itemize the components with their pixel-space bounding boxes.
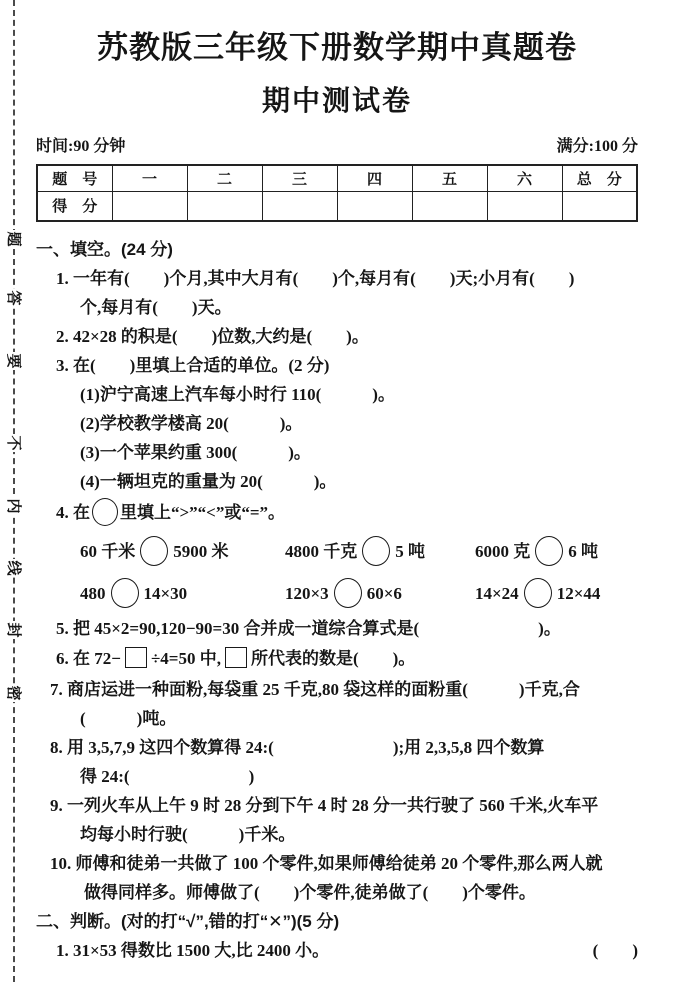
paper-content [36,0,638,965]
question-6-part-1: 6. 在 72− [56,649,121,668]
paper-subtitle: 期中测试卷 [261,86,412,117]
seal-text-char: 内 [5,498,21,514]
question-2: 2. 42×28 的积是( )位数,大约是( )。 [56,327,369,346]
seal-text-char: 要 [5,353,21,369]
score-cell-empty [487,191,562,221]
score-table-header-cell: 三 [262,165,337,191]
score-table-header-cell: 题 号 [37,165,112,191]
score-cell-empty [337,191,412,221]
seal-text-char: 题 [5,231,21,247]
full-score-label: 满分:100 分 [556,138,638,155]
question-3-sub-2: (2)学校教学楼高 20( )。 [80,414,303,433]
compare-circle-blank [535,536,563,566]
score-cell-empty [412,191,487,221]
compare-right: 5 吨 [395,541,425,561]
judge-question-1 [36,936,638,965]
questions-area [36,235,638,965]
section2-heading: 二、判断。(对的打“√”,错的打“✕”)(5 分) [36,912,340,931]
question-6-part-3: 所代表的数是( )。 [250,649,416,668]
score-cell-empty [262,191,337,221]
question-4-intro-pre: 4. 在 [56,503,90,522]
question-6-part-2: ÷4=50 中, [150,649,221,668]
compare-item [475,578,600,608]
score-table-header-cell: 四 [337,165,412,191]
question-4-row-1 [36,530,638,572]
compare-item [475,536,598,566]
compare-circle-blank [140,536,168,566]
question-1-line-2: 个,每月有( )天。 [80,298,232,317]
compare-left: 14×24 [475,583,519,603]
square-blank [125,647,147,668]
score-table-header-cell: 总 分 [562,165,637,191]
paper-title: 苏教版三年级下册数学期中真题卷 [97,30,577,65]
score-row-label: 得 分 [37,191,112,221]
compare-right: 6 吨 [568,541,598,561]
seal-text-char: 密 [5,685,21,701]
question-4-intro-post: 里填上“>”“<”或“=”。 [120,503,286,522]
compare-left: 120×3 [285,583,329,603]
compare-circle-blank [362,536,390,566]
question-3-sub-4: (4)一辆坦克的重量为 20( )。 [80,472,337,491]
score-table-score-row [37,191,637,221]
score-table-header-cell: 二 [187,165,262,191]
compare-item [80,578,285,608]
compare-right: 60×6 [366,583,402,603]
question-3-sub-3: (3)一个苹果约重 300( )。 [80,443,311,462]
question-7-line-2: ( )吨。 [80,709,177,728]
judge-question-1-blank: ( ) [592,941,638,960]
seal-text-char: 答 [5,290,21,306]
seal-text-char: 线 [5,560,21,576]
compare-right: 12×44 [556,583,601,603]
score-cell-empty [562,191,637,221]
question-9-line-1: 9. 一列火车从上午 9 时 28 分到下午 4 时 28 分一共行驶了 560 千米,火车平 [50,796,599,815]
question-9-line-2: 均每小时行驶( )千米。 [80,825,296,844]
score-table-header-row [37,165,637,191]
question-5: 5. 把 45×2=90,120−90=30 合并成一道综合算式是( )。 [56,619,561,638]
question-3-sub-1: (1)沪宁高速上汽车每小时行 110( )。 [80,385,395,404]
compare-item [285,578,475,608]
score-table-header-cell: 五 [412,165,487,191]
score-table-header-cell: 六 [487,165,562,191]
square-blank [225,647,247,668]
judge-question-1-text: 1. 31×53 得数比 1500 大,比 2400 小。 [56,941,330,960]
question-10-line-1: 10. 师傅和徒弟一共做了 100 个零件,如果师傅给徒弟 20 个零件,那么两人就 [50,854,603,873]
question-8-line-1: 8. 用 3,5,7,9 这四个数算得 24:( );用 2,3,5,8 四个数算 [50,738,545,757]
score-table-header-cell: 一 [112,165,187,191]
question-3: 3. 在( )里填上合适的单位。(2 分) [56,356,330,375]
compare-circle-blank [524,578,552,608]
compare-left: 4800 千克 [285,541,358,561]
compare-left: 60 千米 [80,541,136,561]
compare-left: 480 [80,583,106,603]
compare-left: 6000 克 [475,541,531,561]
question-6 [36,643,638,675]
question-8-line-2: 得 24:( ) [80,767,255,786]
exam-info-row [36,133,638,156]
seal-text-char: 封 [5,622,21,638]
score-cell-empty [187,191,262,221]
compare-right: 14×30 [143,583,188,603]
question-4-intro [36,496,638,530]
compare-circle-blank [334,578,362,608]
compare-item [285,536,475,566]
score-cell-empty [112,191,187,221]
time-limit-label: 时间:90 分钟 [36,138,126,155]
compare-circle-blank [92,498,118,526]
score-table [36,164,638,222]
question-4-row-2 [36,572,638,614]
compare-item [80,536,285,566]
section1-heading: 一、填空。(24 分) [36,240,173,259]
seal-dashed-line [13,0,15,982]
compare-circle-blank [111,578,139,608]
question-7-line-1: 7. 商店运进一种面粉,每袋重 25 千克,80 袋这样的面粉重( )千克,合 [50,680,580,699]
seal-text-char: 不 [5,435,21,451]
question-10-line-2: 做得同样多。师傅做了( )个零件,徒弟做了( )个零件。 [84,883,536,902]
compare-right: 5900 米 [173,541,229,561]
question-1-line-1: 1. 一年有( )个月,其中大月有( )个,每月有( )天;小月有( ) [56,269,575,288]
